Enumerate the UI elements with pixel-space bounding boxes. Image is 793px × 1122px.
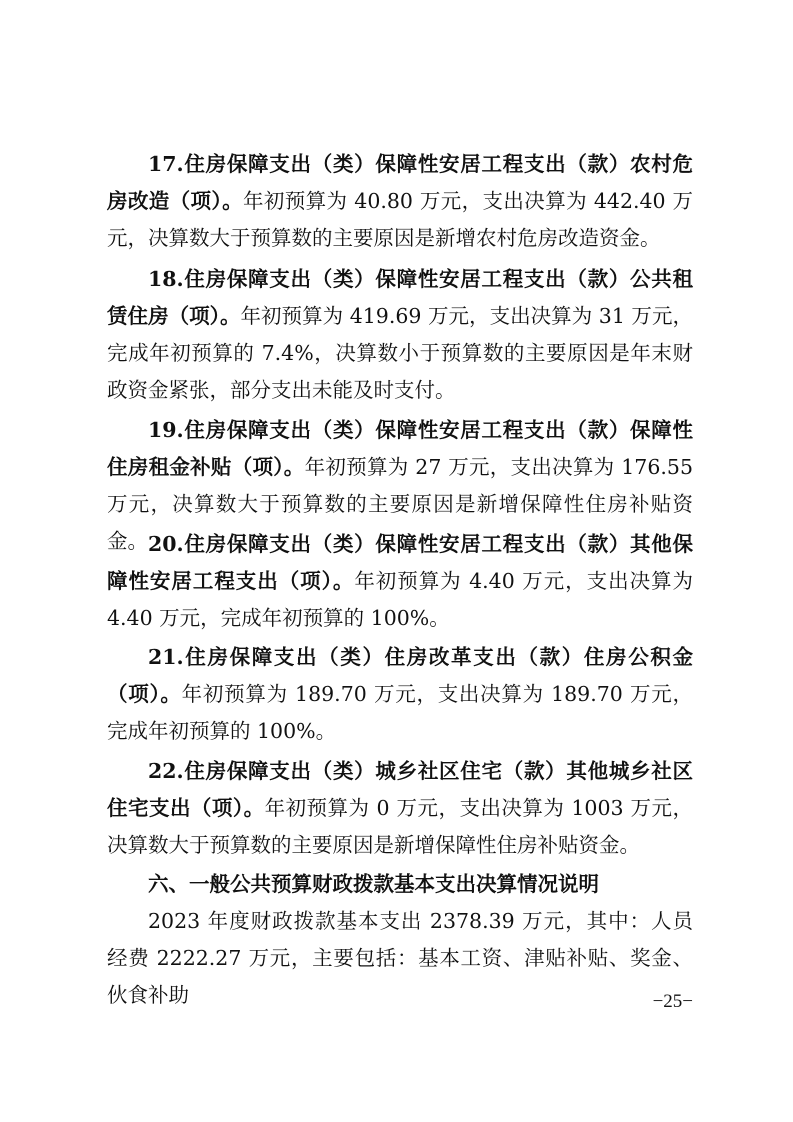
page-number: −25− [652,991,693,1012]
item-17 [107,146,693,257]
section-heading: 六、一般公共预算财政拨款基本支出决算情况说明 [148,872,599,896]
item-18 [107,261,693,409]
item-22-title: 22.住房保障支出（类）城乡社区住宅（款）其他城乡社区住宅支出（项）。 [107,759,693,820]
item-20-title: 20.住房保障支出（类）保障性安居工程支出（款）其他保障性安居工程支出（项）。 [107,532,693,593]
section-text: 2023 年度财政拨款基本支出 2378.39 万元，其中：人员经费 2222.27 万元，主要包括：基本工资、津贴补贴、奖金、伙食补助 [107,909,693,1007]
item-21 [107,639,693,750]
item-17-text: 年初预算为 40.80 万元，支出决算为 442.40 万元，决算数大于预算数的主要原因是新增农村危房改造资金。 [107,189,693,250]
item-18-text: 年初预算为 419.69 万元，支出决算为 31 万元，完成年初预算的 7.4%，决算数小于预算数的主要原因是年末财政资金紧张，部分支出未能及时支付。 [107,304,693,402]
item-19-title: 19.住房保障支出（类）保障性安居工程支出（款）保障性住房租金补贴（项）。 [107,418,693,479]
item-22-text: 年初预算为 0 万元，支出决算为 1003 万元，决算数大于预算数的主要原因是新增保障性住房补贴资金。 [107,796,693,857]
item-22 [107,753,693,864]
item-21-text: 年初预算为 189.70 万元，支出决算为 189.70 万元，完成年初预算的 100%。 [107,682,694,743]
item-17-title: 17.住房保障支出（类）保障性安居工程支出（款）农村危房改造（项）。 [107,152,693,213]
item-18-title: 18.住房保障支出（类）保障性安居工程支出（款）公共租赁住房（项）。 [107,267,693,328]
item-21-title: 21.住房保障支出（类）住房改革支出（款）住房公积金（项）。 [107,645,693,706]
item-20-text: 年初预算为 4.40 万元，支出决算为 4.40 万元，完成年初预算的 100%。 [107,569,693,630]
item-20 [107,526,693,637]
item-19-text: 年初预算为 27 万元，支出决算为 176.55 万元，决算数大于预算数的主要原因是新增保障性住房补贴资金。 [107,455,693,553]
